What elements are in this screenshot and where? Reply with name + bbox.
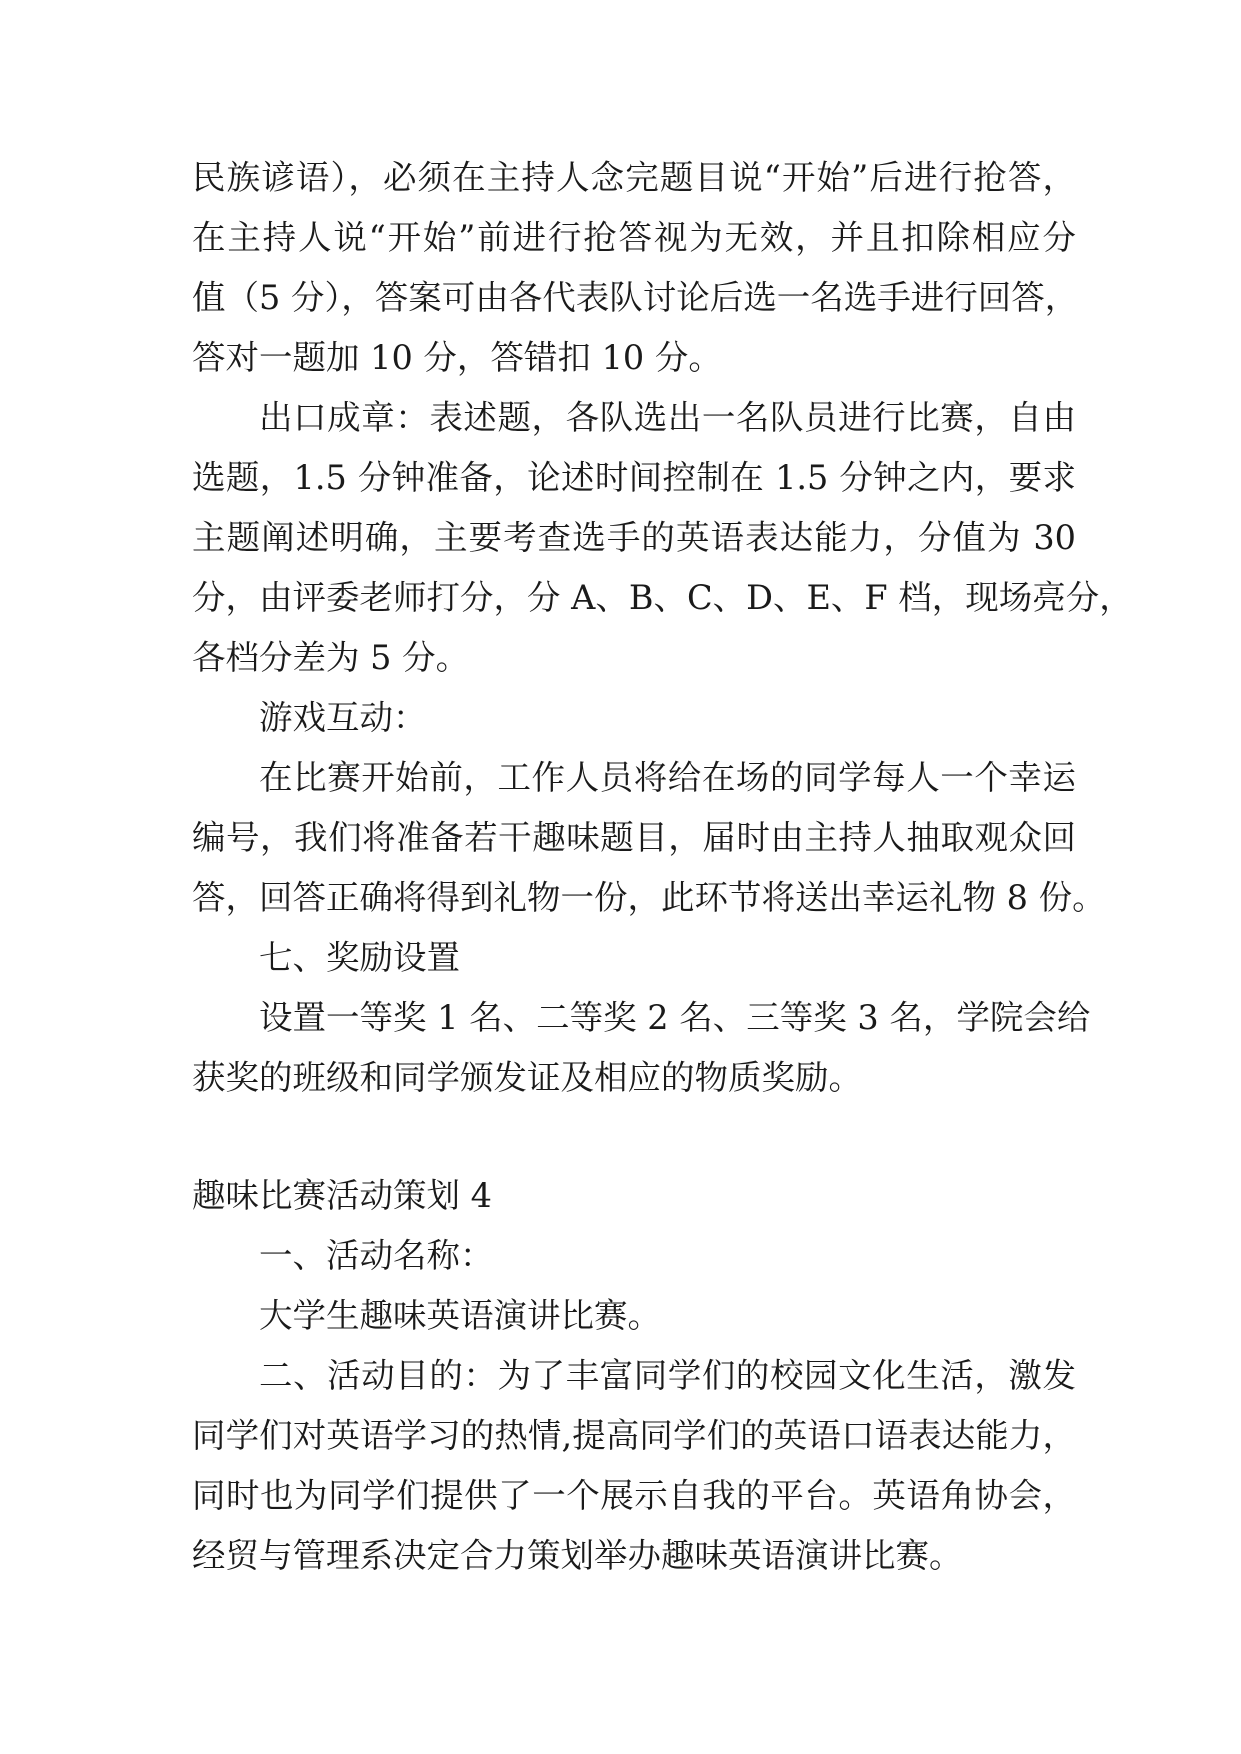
document-page	[192, 148, 1133, 1586]
paragraph-line: 同时也为同学们提供了一个展示自我的平台。英语角协会，	[192, 1476, 1076, 1515]
section-spacer	[192, 1108, 1076, 1166]
paragraph-line: 主题阐述明确，主要考查选手的英语表达能力，分值为 30	[192, 518, 1076, 557]
activity-name-heading: 一、活动名称：	[259, 1236, 494, 1275]
section-title: 趣味比赛活动策划 4	[192, 1176, 492, 1215]
paragraph-line: 同学们对英语学习的热情,提高同学们的英语口语表达能力，	[192, 1416, 1076, 1455]
paragraph-line: 分，由评委老师打分，分 A、B、C、D、E、F 档，现场亮分，	[192, 578, 1133, 617]
paragraph-line: 在主持人说“开始”前进行抢答视为无效，并且扣除相应分	[192, 218, 1076, 257]
paragraph-line: 编号，我们将准备若干趣味题目，届时由主持人抽取观众回	[192, 818, 1076, 857]
paragraph-line: 各档分差为 5 分。	[192, 638, 470, 677]
paragraph-line: 值（5 分），答案可由各代表队讨论后选一名选手进行回答，	[192, 278, 1079, 317]
game-heading: 游戏互动：	[259, 698, 427, 737]
paragraph-line: 设置一等奖 1 名、二等奖 2 名、三等奖 3 名，学院会给	[259, 998, 1091, 1037]
paragraph-line: 获奖的班级和同学颁发证及相应的物质奖励。	[192, 1058, 862, 1097]
paragraph-line: 在比赛开始前，工作人员将给在场的同学每人一个幸运	[259, 758, 1076, 797]
paragraph-line: 二、活动目的：为了丰富同学们的校园文化生活，激发	[259, 1356, 1076, 1395]
paragraph-line: 答，回答正确将得到礼物一份，此环节将送出幸运礼物 8 份。	[192, 878, 1106, 917]
paragraph-line: 出口成章：表述题，各队选出一名队员进行比赛，自由	[259, 398, 1076, 437]
activity-name: 大学生趣味英语演讲比赛。	[259, 1296, 661, 1335]
paragraph-line: 经贸与管理系决定合力策划举办趣味英语演讲比赛。	[192, 1536, 963, 1575]
paragraph-line: 民族谚语），必须在主持人念完题目说“开始”后进行抢答，	[192, 158, 1076, 197]
paragraph-line: 选题，1.5 分钟准备，论述时间控制在 1.5 分钟之内，要求	[192, 458, 1076, 497]
paragraph-line: 答对一题加 10 分，答错扣 10 分。	[192, 338, 722, 377]
award-heading: 七、奖励设置	[259, 938, 460, 977]
